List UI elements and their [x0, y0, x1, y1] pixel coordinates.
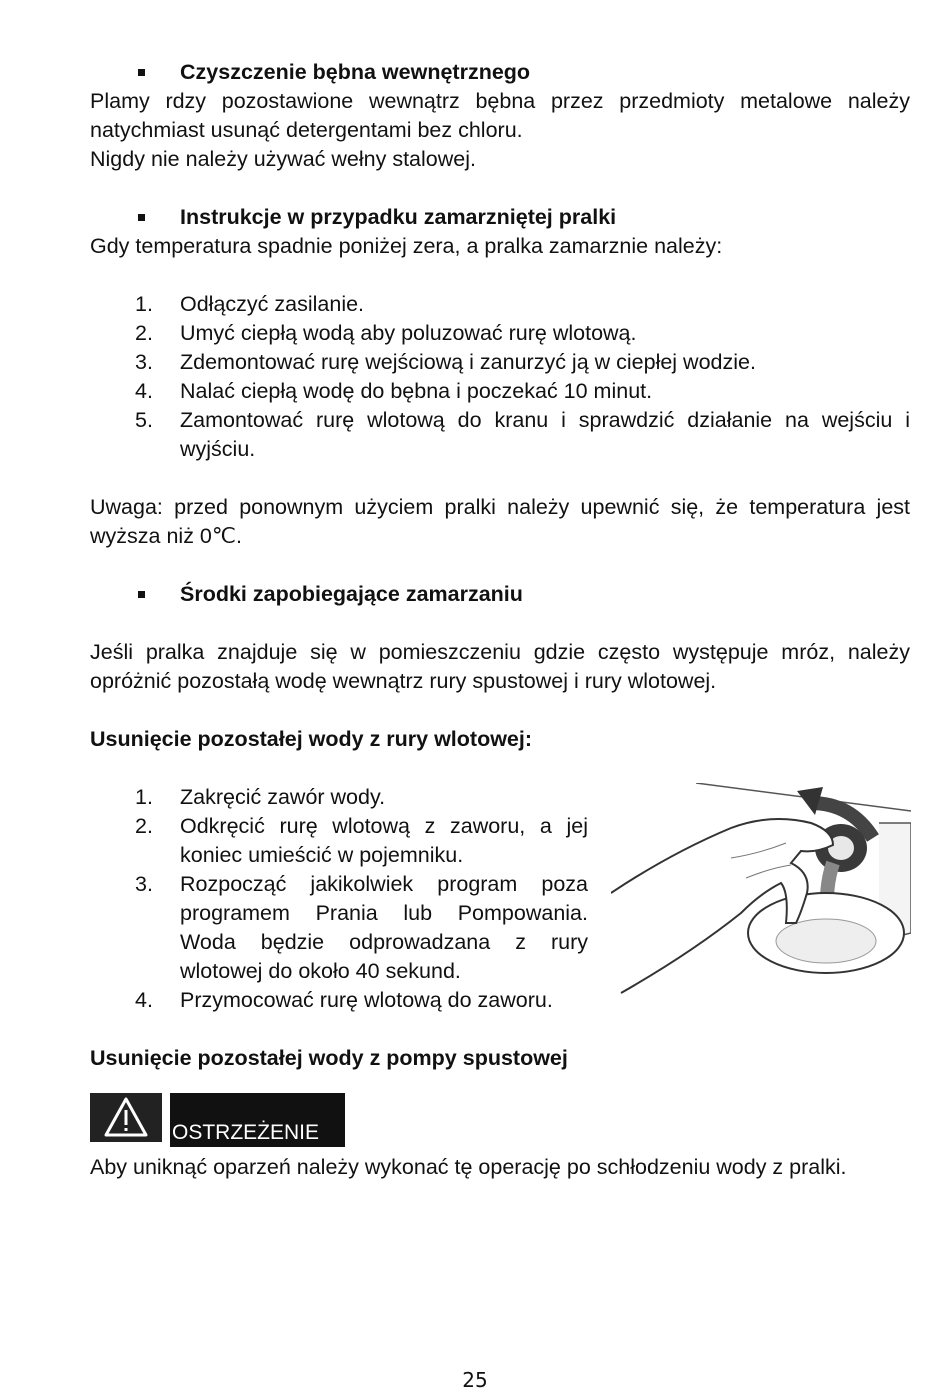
heading-pump-water: Usunięcie pozostałej wody z pompy spustowej: [90, 1046, 568, 1070]
drum-cleaning-warning: Nigdy nie należy używać wełny stalowej.: [90, 147, 476, 171]
bullet-square: [138, 69, 145, 76]
list-item: 3. Rozpocząć jakikolwiek program poza programem Prania lub Pompowania. Woda będzie odprowadzana z rury wlotowej do około 40 sekund.: [135, 872, 588, 983]
antifreeze-text: Jeśli pralka znajduje się w pomieszczeniu gdzie często występuje mróz, należy opróżnić pozostałą wodę wewnątrz rury spustowej i rury wlotowej.: [90, 640, 910, 693]
list-item: 3. Zdemontować rurę wejściową i zanurzyć ją w ciepłej wodzie.: [135, 350, 756, 374]
warning-triangle-icon: [90, 1093, 162, 1142]
frozen-steps-list: [90, 290, 910, 464]
heading-frozen-washer: Instrukcje w przypadku zamarzniętej pralki: [90, 203, 910, 232]
frozen-note: Uwaga: przed ponownym użyciem pralki należy upewnić się, że temperatura jest wyższa niż 0℃.: [90, 495, 910, 548]
list-item: 4. Przymocować rurę wlotową do zaworu.: [135, 988, 553, 1012]
list-item: 2. Odkręcić rurę wlotową z zaworu, a jej koniec umieścić w pojemniku.: [135, 814, 588, 867]
manual-page: [90, 58, 910, 1182]
page-number: 25: [462, 1368, 488, 1392]
bullet-square: [138, 591, 145, 598]
drum-cleaning-text: Plamy rdzy pozostawione wewnątrz bębna przez przedmioty metalowe należy natychmiast usunąć detergentami bez chloru.: [90, 89, 910, 142]
heading-inlet-water: Usunięcie pozostałej wody z rury wlotowej:: [90, 727, 533, 751]
frozen-intro: Gdy temperatura spadnie poniżej zera, a pralka zamarznie należy:: [90, 234, 723, 258]
list-item: 1. Zakręcić zawór wody.: [135, 785, 386, 809]
list-item: 5. Zamontować rurę wlotową do kranu i sprawdzić działanie na wejściu i wyjściu.: [135, 408, 910, 461]
hose-removal-illustration: [611, 783, 911, 1013]
list-item: 1. Odłączyć zasilanie.: [135, 292, 365, 316]
list-item: 4. Nalać ciepłą wodę do bębna i poczekać 10 minut.: [135, 379, 653, 403]
bullet-square: [138, 214, 145, 221]
heading-drum-cleaning: Czyszczenie bębna wewnętrznego: [90, 58, 910, 87]
warning-text: Aby uniknąć oparzeń należy wykonać tę operację po schłodzeniu wody z pralki.: [90, 1155, 847, 1179]
list-item: 2. Umyć ciepłą wodą aby poluzować rurę wlotową.: [135, 321, 637, 345]
warning-label: OSTRZEŻENIE: [170, 1093, 345, 1147]
warning-banner: [90, 1093, 910, 1153]
heading-antifreeze: Środki zapobiegające zamarzaniu: [90, 580, 910, 609]
inlet-section: [90, 783, 910, 1015]
